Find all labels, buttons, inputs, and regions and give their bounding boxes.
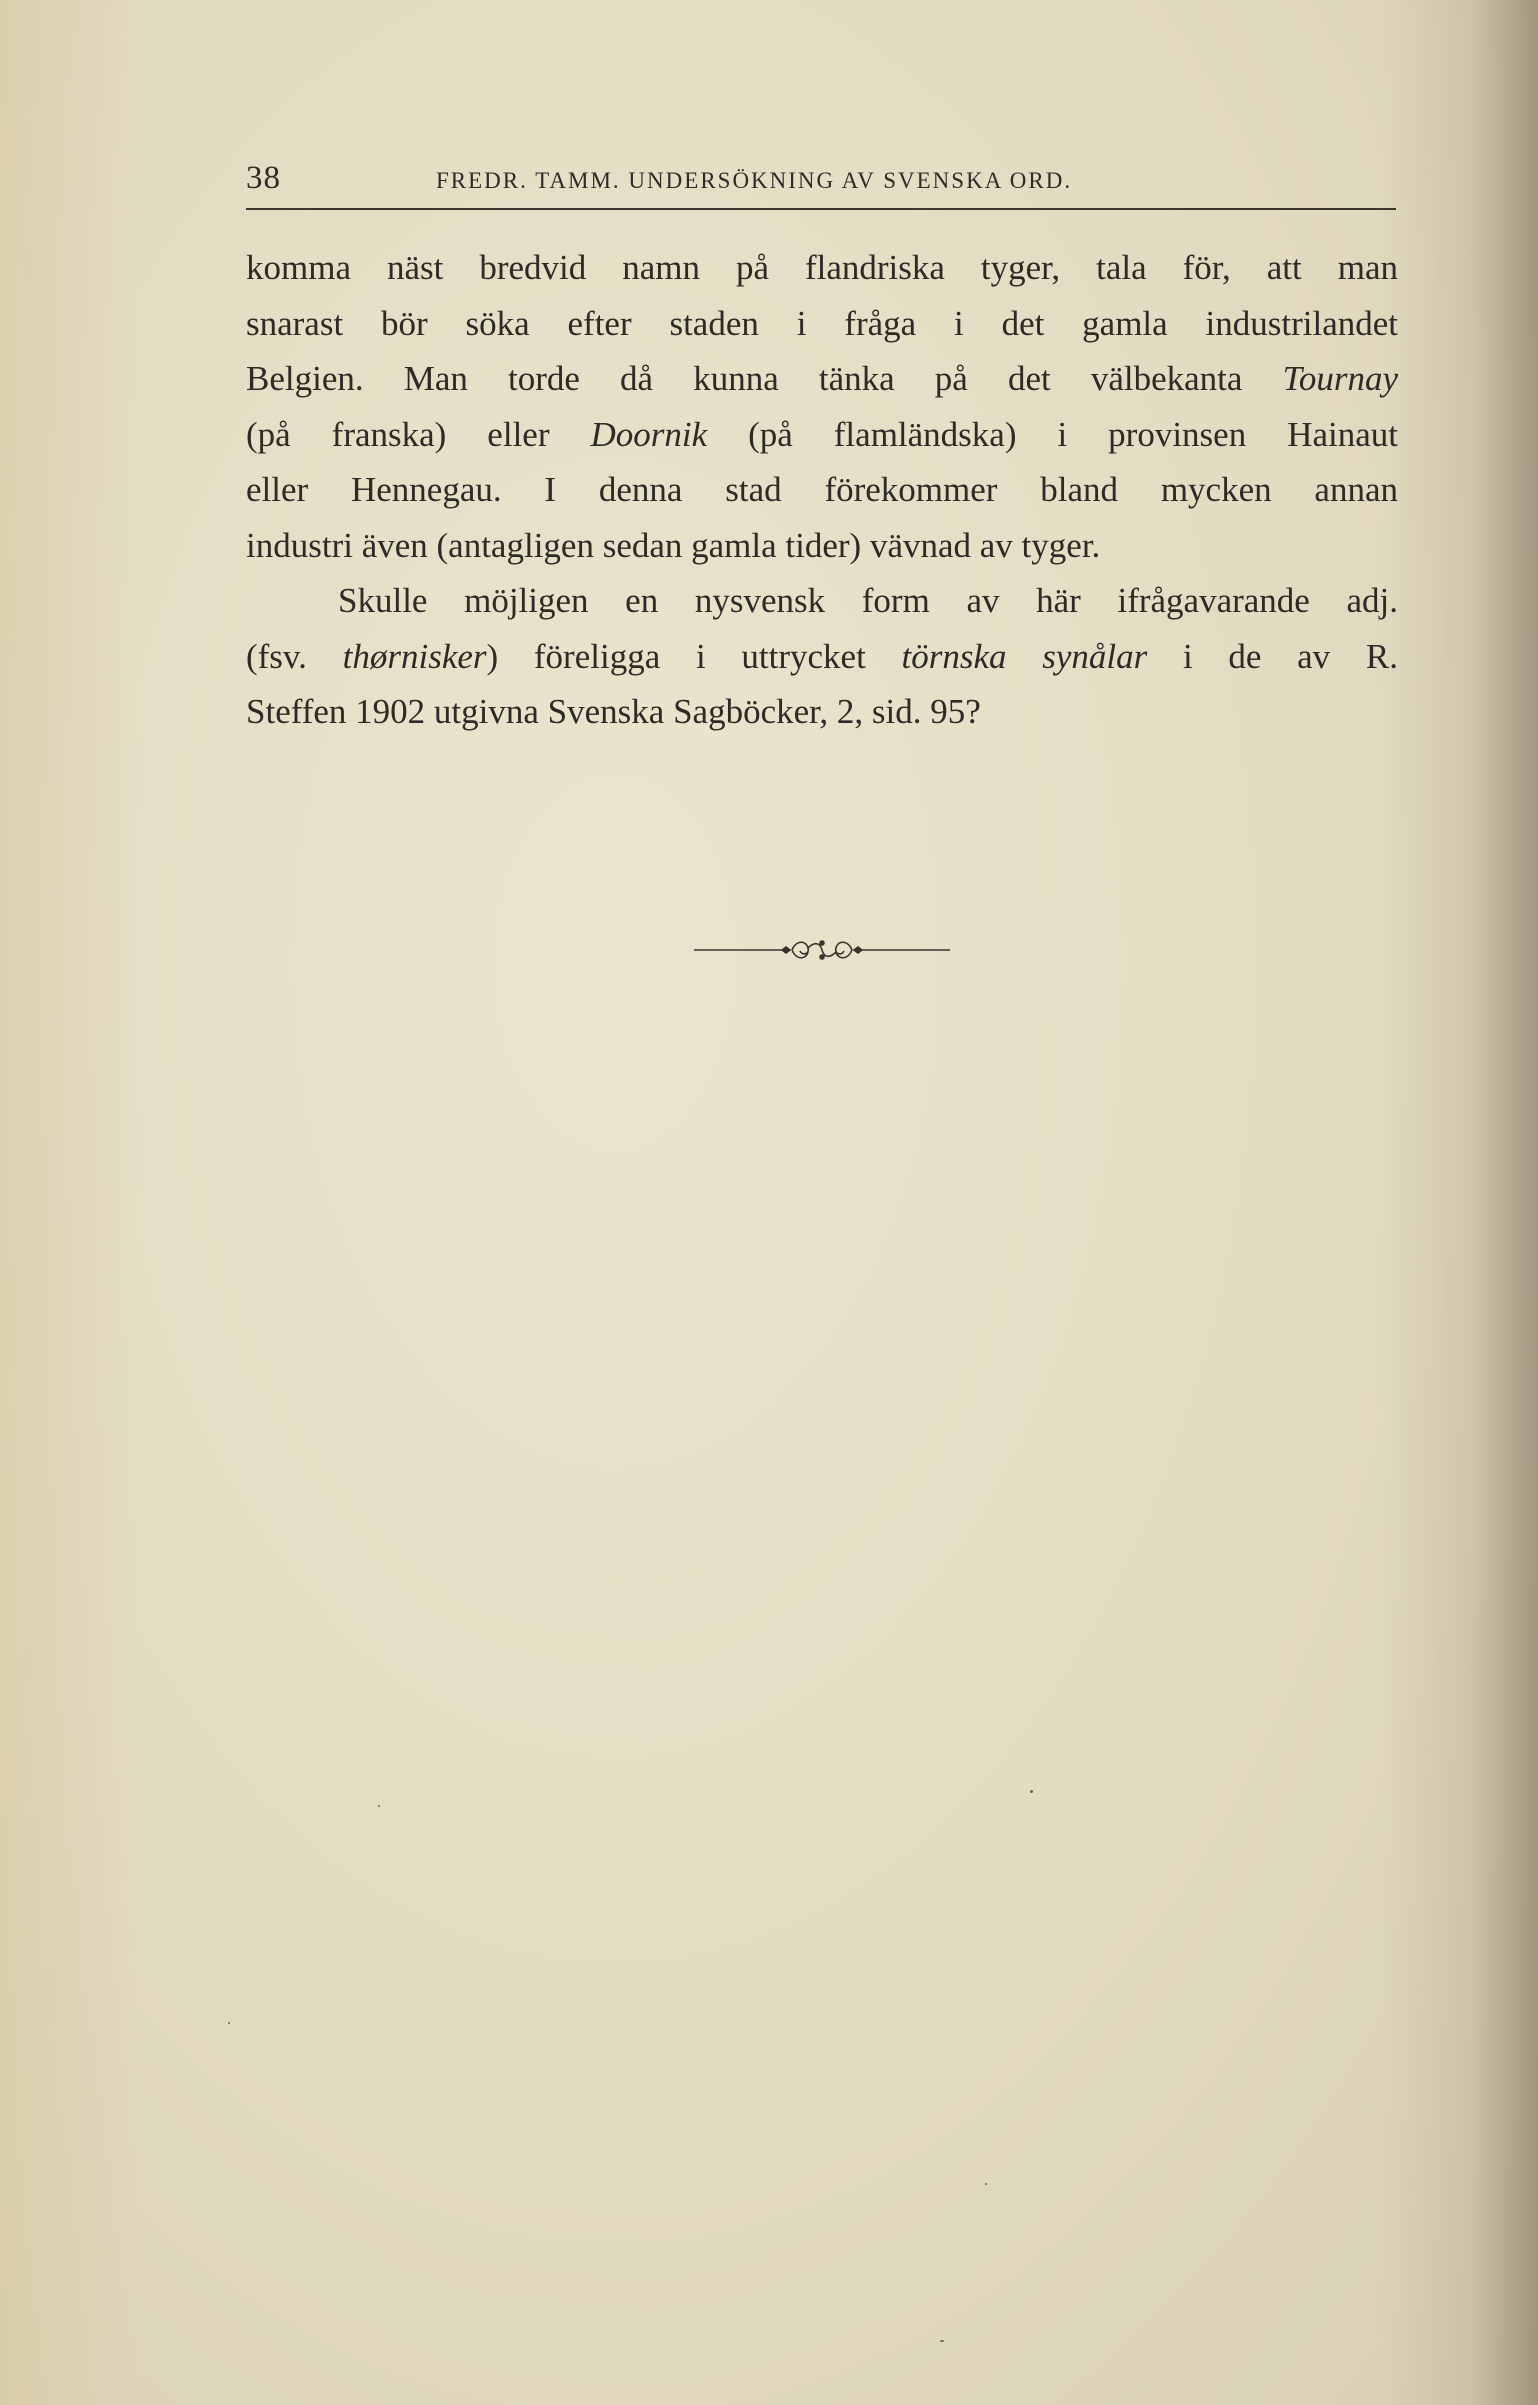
italic-term-doornik: Doornik xyxy=(590,414,708,454)
text-line-2: snarast bör söka efter staden i fråga i det gamla industrilandet xyxy=(246,303,1398,343)
text-line-4: (på franska) eller Doornik (på flamländska) i provinsen Hainaut xyxy=(246,414,1398,454)
section-end-ornament xyxy=(690,930,954,970)
page-number: 38 xyxy=(246,160,281,196)
running-title: FREDR. TAMM. UNDERSÖKNING AV SVENSKA ORD. xyxy=(436,168,1073,193)
text-line-1: komma näst bredvid namn på flandriska tyger, tala för, att man xyxy=(246,248,1398,287)
text-line-7: Skulle möjligen en nysvensk form av här ifrågavarande adj. xyxy=(338,581,1398,620)
text-line-3: Belgien. Man torde då kunna tänka på det välbekanta Tournay xyxy=(246,359,1398,398)
text-line-8: (fsv. thørnisker) föreligga i uttrycket törnska synålar i de av R. xyxy=(246,636,1398,676)
italic-term-thornisker: thørnisker xyxy=(342,636,487,676)
text-line-5: eller Hennegau. I denna stad förekommer bland mycken annan xyxy=(246,470,1398,509)
text-line-9: Steffen 1902 utgivna Svenska Sagböcker, 2, sid. 95? xyxy=(246,692,981,731)
body-text xyxy=(246,240,1398,740)
text-line-6: industri även (antagligen sedan gamla tider) vävnad av tyger. xyxy=(246,525,1101,565)
running-head xyxy=(246,160,1396,210)
italic-term-tournay: Tournay xyxy=(1282,359,1398,398)
italic-term-tornska-synalar: törnska synålar xyxy=(901,636,1148,676)
